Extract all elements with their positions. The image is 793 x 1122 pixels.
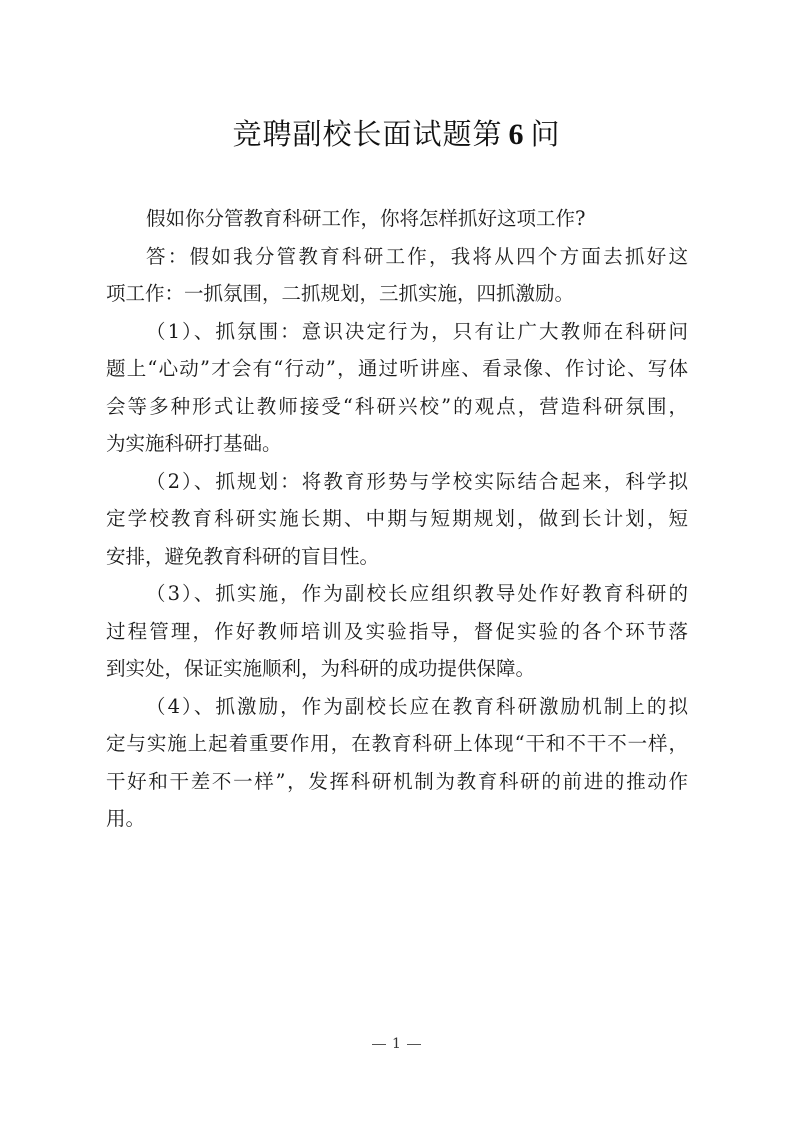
- text-line: 为实施科研打基础。: [106, 432, 282, 455]
- text-line: 题上“心动”才会有“行动”，通过听讲座、看录像、作讨论、写体: [106, 357, 688, 380]
- paragraph-point-3: [106, 575, 688, 688]
- text-line: 会等多种形式让教师接受“科研兴校”的观点，营造科研氛围，: [106, 394, 688, 418]
- text-line: （2）、抓规划：将教育形势与学校实际结合起来，科学拟: [146, 469, 688, 493]
- text-line: 干好和干差不一样”，发挥科研机制为教育科研的前进的推动作: [106, 769, 688, 793]
- text-line: 项工作：一抓氛围，二抓规划，三抓实施，四抓激励。: [106, 282, 575, 305]
- text-line: 定学校教育科研实施长期、中期与短期规划，做到长计划，短: [106, 507, 688, 530]
- document-body: [106, 200, 688, 838]
- text-line: 答：假如我分管教育科研工作，我将从四个方面去抓好这: [146, 244, 688, 268]
- page-number: 1: [392, 1036, 401, 1052]
- paragraph-point-4: [106, 688, 688, 838]
- title-suffix: 问: [530, 117, 561, 151]
- text-line: （1）、抓氛围：意识决定行为，只有让广大教师在科研问: [146, 319, 688, 343]
- paragraph-point-1: [106, 313, 688, 463]
- text-line: 用。: [106, 807, 146, 830]
- text-line: 安排，避免教育科研的盲目性。: [106, 544, 380, 568]
- footer-dash-right: [407, 1044, 421, 1045]
- paragraph-answer-intro: [106, 238, 688, 313]
- text-line: （4）、抓激励，作为副校长应在教育科研激励机制上的拟: [146, 694, 688, 718]
- footer-dash-left: [372, 1044, 386, 1045]
- text-line: 定与实施上起着重要作用，在教育科研上体现“干和不干不一样，: [106, 732, 688, 755]
- title-prefix: 竞聘副校长面试题第: [232, 117, 503, 151]
- text-line: 假如你分管教育科研工作，你将怎样抓好这项工作?: [146, 207, 586, 230]
- text-line: 到实处，保证实施顺利，为科研的成功提供保障。: [106, 657, 536, 680]
- title-number: 6: [508, 118, 525, 151]
- paragraph-point-2: [106, 463, 688, 576]
- page-footer: [0, 1036, 793, 1052]
- paragraph-question: [106, 200, 688, 238]
- text-line: （3）、抓实施，作为副校长应组织教导处作好教育科研的: [146, 582, 688, 605]
- page-title: [0, 112, 793, 153]
- text-line: 过程管理，作好教师培训及实验指导，督促实验的各个环节落: [106, 619, 688, 643]
